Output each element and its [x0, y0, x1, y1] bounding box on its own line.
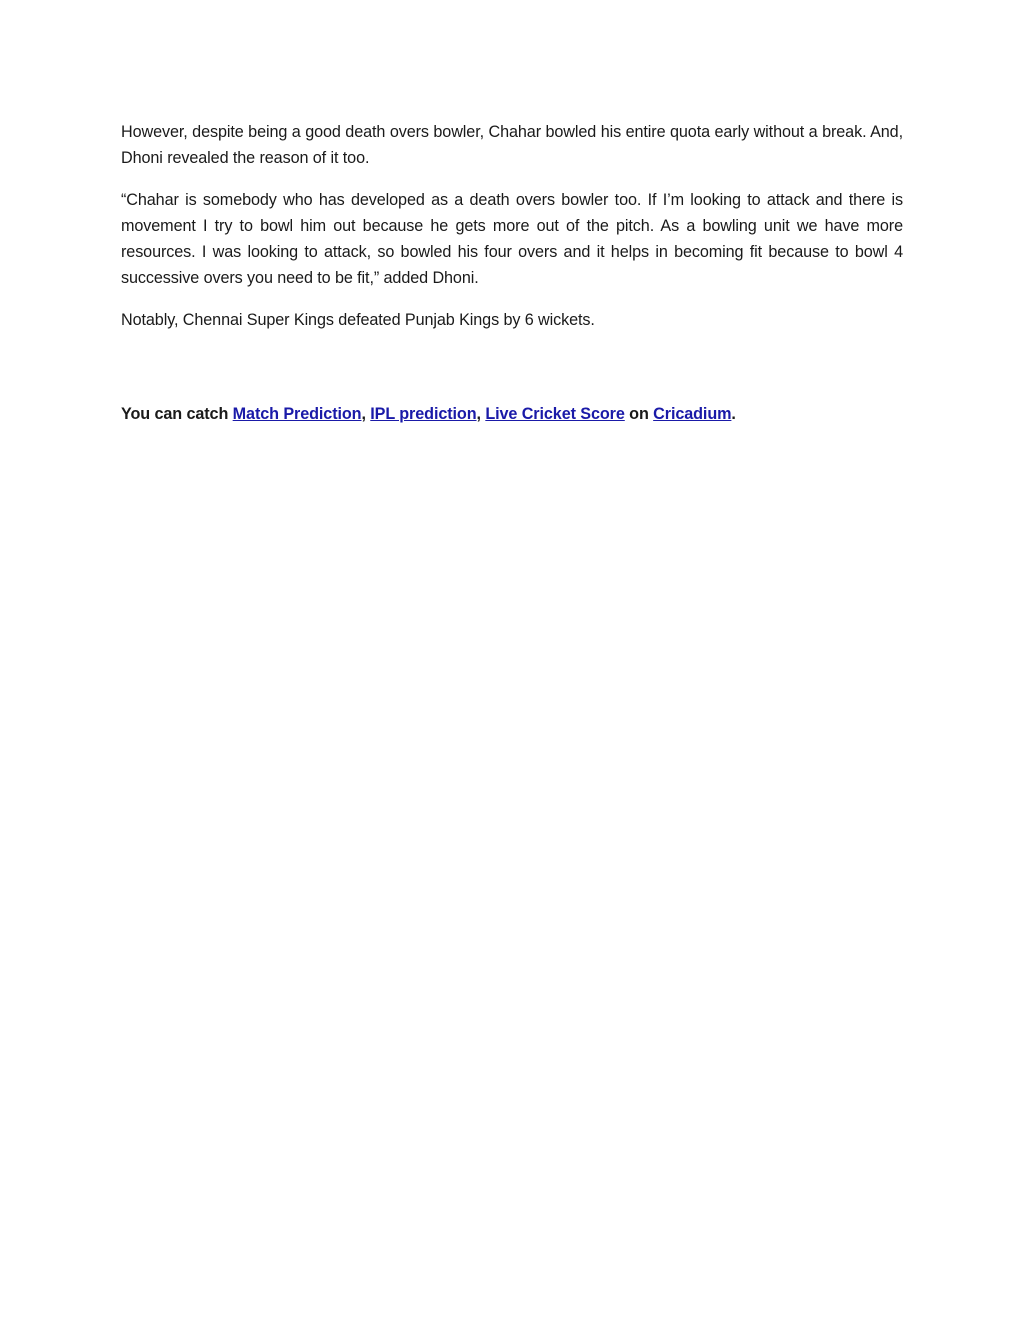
live-cricket-score-link[interactable]: Live Cricket Score — [485, 405, 625, 423]
document-page — [121, 119, 903, 427]
paragraph-chahar-quota: However, despite being a good death overs bowler, Chahar bowled his entire quota early without a break. And, Dhoni revealed the reason of it too. — [121, 123, 903, 167]
paragraph-dhoni-quote: “Chahar is somebody who has developed as a death overs bowler too. If I’m looking to attack and there is movement I try to bowl him out because he gets more out of the pitch. As a bowling unit we have more resources. I was looking to attack, so bowled his four overs and it helps in becoming fit because to bowl 4 successive overs you need to be fit,” added Dhoni. — [121, 191, 903, 287]
ipl-prediction-link[interactable]: IPL prediction — [370, 405, 477, 423]
promo-suffix: . — [731, 405, 736, 423]
promo-separator: , — [361, 405, 371, 423]
spacer — [121, 349, 903, 401]
promo-connector: on — [624, 405, 654, 423]
promo-separator: , — [476, 405, 486, 423]
match-prediction-link[interactable]: Match Prediction — [232, 405, 362, 423]
promo-line — [121, 401, 903, 427]
cricadium-link[interactable]: Cricadium — [653, 405, 732, 423]
promo-prefix: You can catch — [121, 405, 233, 423]
paragraph-result: Notably, Chennai Super Kings defeated Punjab Kings by 6 wickets. — [121, 311, 595, 329]
